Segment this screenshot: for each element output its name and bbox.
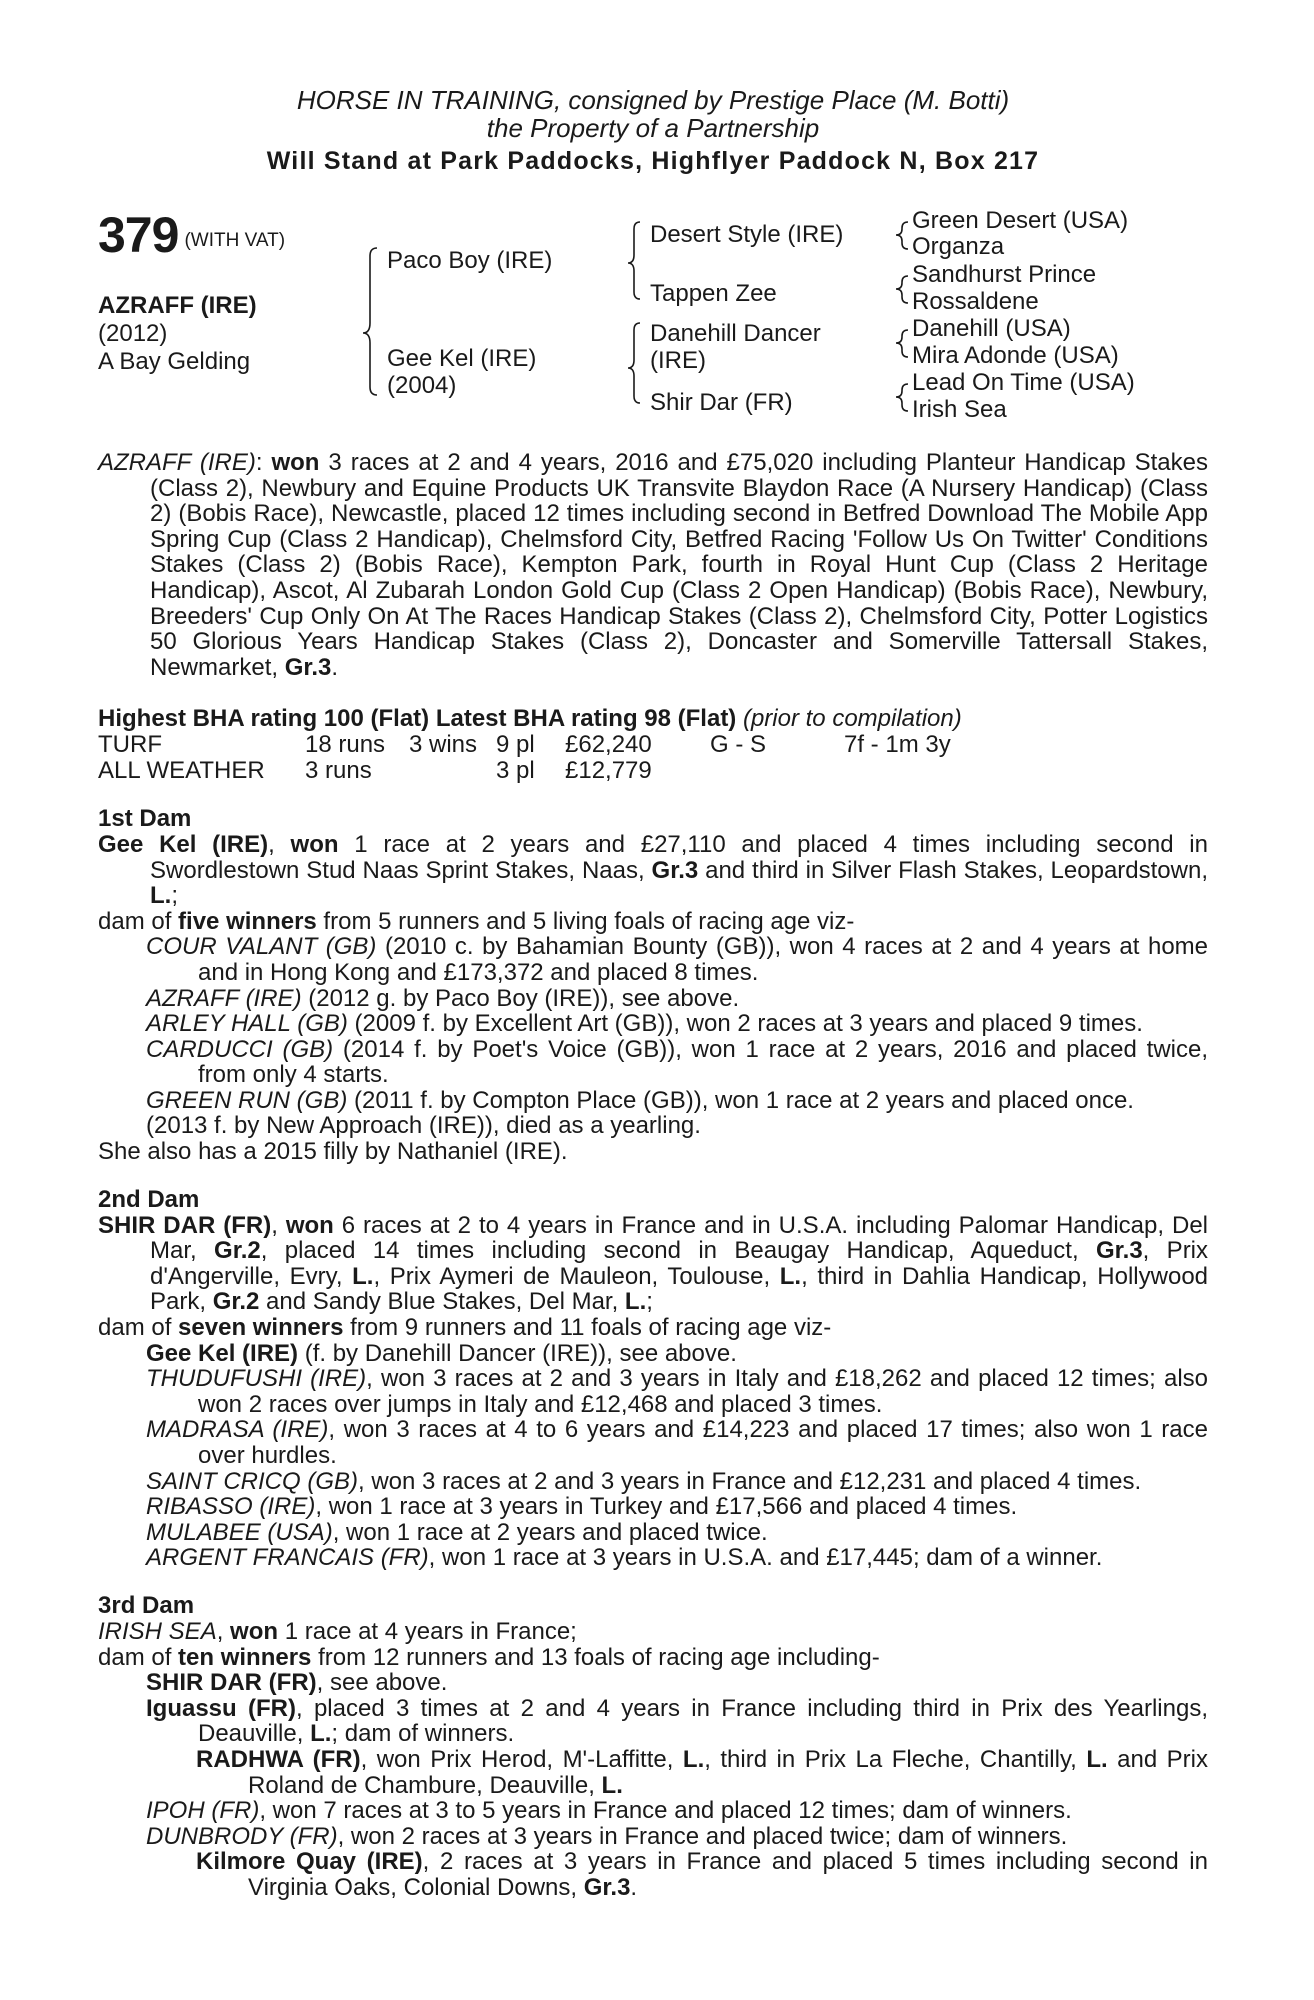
produce-entry: SHIR DAR (FR), see above. bbox=[146, 1669, 448, 1697]
dam2-summary: SHIR DAR (FR), won 6 races at 2 to 4 years in France and in U.S.A. including Palomar Handicap, Del Mar, Gr.2, placed 14 times including second in Beaugay Handicap, Aqueduct, Gr.3, Prix d'Angerville, Evry, L., Prix Aymeri de Mauleon, Toulouse, L., third in Dahlia Handicap, Hollywood Park, Gr.2 and Sandy Blue Stakes, Del Mar, L.; bbox=[98, 1211, 1209, 1316]
dam1-produce-intro: dam of five winners from 5 runners and 5 living foals of racing age viz- bbox=[98, 907, 855, 935]
dam1-closing: She also has a 2015 filly by Nathaniel (IRE). bbox=[98, 1138, 568, 1166]
sire: Paco Boy (IRE) bbox=[387, 247, 553, 274]
dam-year: (2004) bbox=[387, 372, 457, 399]
produce-entry: Iguassu (FR), placed 3 times at 2 and 4 years in France including third in Prix des Yearlings, Deauville, L.; dam of winners. bbox=[146, 1694, 1209, 1748]
foaling-year: (2012) bbox=[98, 320, 168, 347]
dam3-summary: IRISH SEA, won 1 race at 4 years in France; bbox=[98, 1617, 577, 1645]
horse-description: A Bay Gelding bbox=[98, 348, 251, 375]
produce-entry: Kilmore Quay (IRE), 2 races at 3 years in France and placed 5 times including second in Virginia Oaks, Colonial Downs, Gr.3. bbox=[196, 1848, 1208, 1901]
dam: Gee Kel (IRE) bbox=[387, 345, 537, 372]
sdd: Rossaldene bbox=[912, 288, 1039, 315]
lot-number: 379 bbox=[98, 207, 179, 263]
ddd: Irish Sea bbox=[912, 396, 1007, 423]
sds: Sandhurst Prince bbox=[912, 261, 1097, 288]
produce-entry: ARGENT FRANCAIS (FR), won 1 race at 3 years in U.S.A. and £17,445; dam of a winner. bbox=[146, 1544, 1103, 1572]
dam2-heading: 2nd Dam bbox=[98, 1185, 200, 1213]
produce-entry: (2013 f. by New Approach (IRE)), died as a yearling. bbox=[146, 1112, 701, 1140]
ssd: Organza bbox=[912, 233, 1005, 260]
produce-entry: THUDUFUSHI (IRE), won 3 races at 2 and 3 years in Italy and £18,262 and placed 12 times; also won 2 races over jumps in Italy and £12,468 and placed 3 times. bbox=[146, 1365, 1208, 1418]
property-line: the Property of a Partnership bbox=[486, 113, 820, 143]
stand-location: Will Stand at Park Paddocks, Highflyer Paddock N, Box 217 bbox=[266, 147, 1040, 175]
record-wins: 3 wins bbox=[409, 730, 478, 758]
record-going: G - S bbox=[710, 730, 767, 758]
produce-entry: SAINT CRICQ (GB), won 3 races at 2 and 3 years in France and £12,231 and placed 4 times. bbox=[146, 1467, 1142, 1495]
produce-entry: GREEN RUN (GB) (2011 f. by Compton Place (GB)), won 1 race at 2 years and placed once. bbox=[146, 1086, 1134, 1114]
produce-entry: Gee Kel (IRE) (f. by Danehill Dancer (IRE)), see above. bbox=[146, 1339, 737, 1367]
records-table bbox=[98, 732, 1208, 784]
record-runs: 18 runs bbox=[305, 730, 386, 758]
dam1-summary: Gee Kel (IRE), won 1 race at 2 years and £27,110 and placed 4 times including second in Swordlestown Stud Naas Sprint Stakes, Naas, Gr.3 and third in Silver Flash Stakes, Leopardstown, L.; bbox=[98, 830, 1208, 910]
vat-note: (WITH VAT) bbox=[184, 230, 286, 251]
dsd: Mira Adonde (USA) bbox=[912, 342, 1119, 369]
dam1-heading: 1st Dam bbox=[98, 804, 192, 832]
race-summary: AZRAFF (IRE): won 3 races at 2 and 4 years, 2016 and £75,020 including Planteur Handicap Stakes (Class 2), Newbury and Equine Products UK Transvite Blaydon Race (A Nursery Handicap) (Class 2) (Bobis Race), Newcastle, placed 12 times including second in Betfred Download The Mobile App Spring Cup (Class 2 Handicap), Chelmsford City, Betfred Racing 'Follow Us On Twitter' Conditions Stakes (Class 2) (Bobis Race), Kempton Park, fourth in Royal Hunt Cup (Class 2 Heritage Handicap), Ascot, Al Zubarah London Gold Cup (Class 2 Open Handicap) (Bobis Race), Newbury, Breeders' Cup Only On At The Races Handicap Stakes (Class 2), Chelmsford City, Potter Logistics 50 Glorious Years Handicap Stakes (Class 2), Doncaster and Somerville Tattersall Stakes, Newmarket, Gr.3. bbox=[98, 449, 1208, 681]
record-runs: 3 runs bbox=[305, 756, 372, 784]
body-text bbox=[98, 450, 1208, 1901]
produce-entry: DUNBRODY (FR), won 2 races at 3 years in France and placed twice; dam of winners. bbox=[146, 1822, 1068, 1850]
produce-entry: RIBASSO (IRE), won 1 race at 3 years in Turkey and £17,566 and placed 4 times. bbox=[146, 1493, 1018, 1521]
record-surface: TURF bbox=[98, 730, 162, 758]
dam-sire-origin: (IRE) bbox=[650, 347, 706, 374]
produce-entry: AZRAFF (IRE) (2012 g. by Paco Boy (IRE)), see above. bbox=[146, 984, 740, 1012]
record-surface: ALL WEATHER bbox=[98, 756, 265, 784]
dam-dam: Shir Dar (FR) bbox=[650, 389, 793, 416]
produce-entry: CARDUCCI (GB) (2014 f. by Poet's Voice (GB)), won 1 race at 2 years, 2016 and placed twice, from only 4 starts. bbox=[146, 1035, 1209, 1089]
dam2-produce-intro: dam of seven winners from 9 runners and 11 foals of racing age viz- bbox=[98, 1314, 832, 1342]
dam3-produce-intro: dam of ten winners from 12 runners and 13 foals of racing age including- bbox=[98, 1643, 880, 1671]
sire-sire: Desert Style (IRE) bbox=[650, 221, 844, 248]
record-prize: £12,779 bbox=[565, 756, 652, 784]
produce-entry: MADRASA (IRE), won 3 races at 4 to 6 years and £14,223 and placed 17 times; also won 1 race over hurdles. bbox=[146, 1416, 1208, 1469]
dss: Danehill (USA) bbox=[912, 315, 1071, 342]
dam-sire: Danehill Dancer bbox=[650, 320, 821, 347]
dds: Lead On Time (USA) bbox=[912, 369, 1135, 396]
rating-line: Highest BHA rating 100 (Flat) Latest BHA rating 98 (Flat) (prior to compilation) bbox=[98, 705, 962, 733]
consignor-line: HORSE IN TRAINING, consigned by Prestige Place (M. Botti) bbox=[296, 85, 1010, 115]
record-placed: 9 pl bbox=[496, 730, 535, 758]
dam3-heading: 3rd Dam bbox=[98, 1591, 195, 1619]
produce-entry: ARLEY HALL (GB) (2009 f. by Excellent Art (GB)), won 2 races at 3 years and placed 9 times. bbox=[146, 1010, 1143, 1038]
record-placed: 3 pl bbox=[496, 756, 535, 784]
horse-name: AZRAFF (IRE) bbox=[98, 292, 257, 319]
produce-entry: MULABEE (USA), won 1 race at 2 years and placed twice. bbox=[146, 1518, 768, 1546]
record-distance: 7f - 1m 3y bbox=[844, 730, 951, 758]
produce-entry: COUR VALANT (GB) (2010 c. by Bahamian Bounty (GB)), won 4 races at 2 and 4 years at home and in Hong Kong and £173,372 and placed 8 times. bbox=[146, 933, 1209, 986]
record-prize: £62,240 bbox=[565, 730, 652, 758]
produce-entry: IPOH (FR), won 7 races at 3 to 5 years in France and placed 12 times; dam of winners. bbox=[146, 1797, 1072, 1825]
produce-entry: RADHWA (FR), won Prix Herod, M'-Laffitte, L., third in Prix La Fleche, Chantilly, L. and Prix Roland de Chambure, Deauville, L. bbox=[196, 1745, 1209, 1799]
sss: Green Desert (USA) bbox=[912, 207, 1129, 234]
sire-dam: Tappen Zee bbox=[650, 280, 777, 307]
catalogue-page bbox=[98, 0, 1209, 1901]
